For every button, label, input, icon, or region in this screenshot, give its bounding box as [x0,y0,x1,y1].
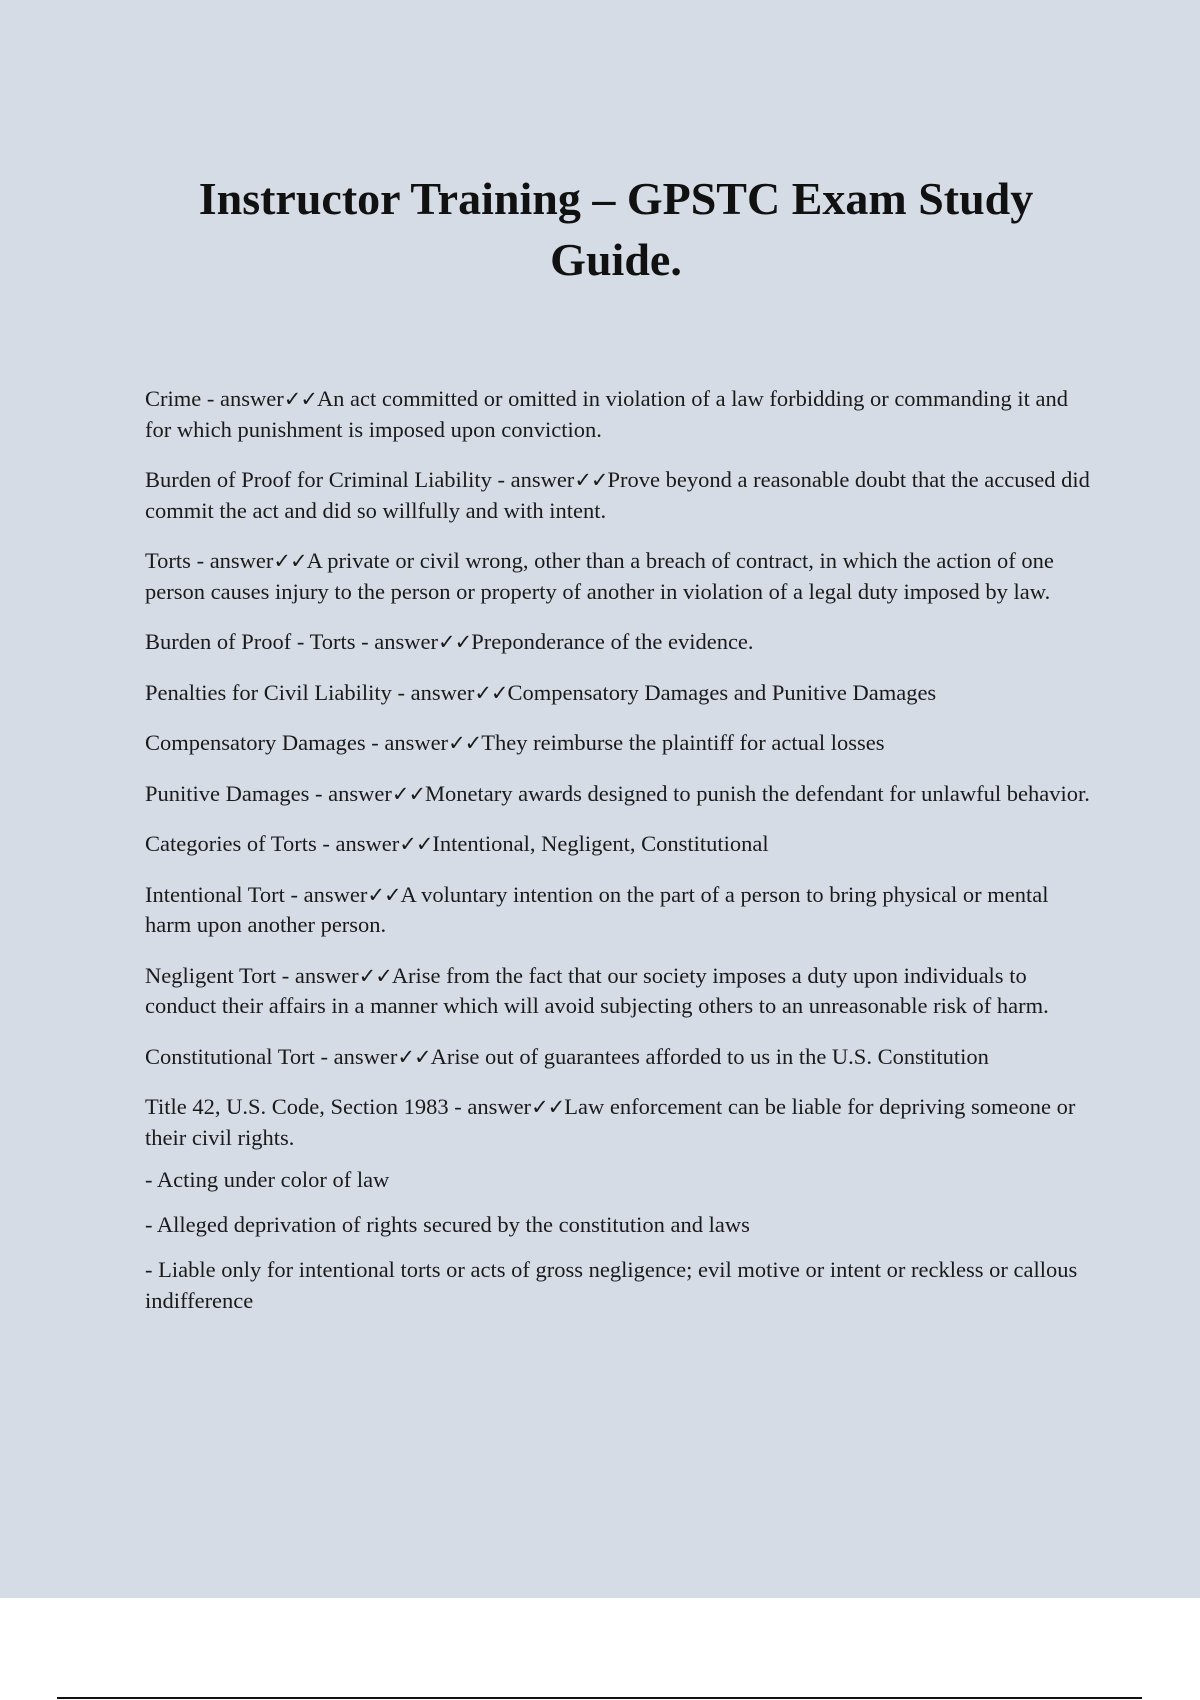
entry-definition: A private or civil wrong, other than a breach of contract, in which the action of one person causes injury to the person or property of another in violation of a legal duty imposed by law. [145,548,1054,604]
qa-entry [145,779,1095,810]
answer-label: answer [335,831,400,856]
answer-label: answer [410,679,475,705]
answer-label: answer [384,730,449,755]
entry-separator: - [448,1094,468,1119]
entry-term: Punitive Damages [145,780,310,806]
qa-entry [145,1092,1095,1153]
qa-entry [145,627,1095,658]
entry-definition: They reimburse the plaintiff for actual losses [481,730,885,755]
entry-term: Burden of Proof for Criminal Liability [145,467,492,492]
entry-definition: Arise from the fact that our society imposes a duty upon individuals to conduct their affairs in a manner which will avoid subjecting others to an unreasonable risk of harm. [145,962,1049,1018]
answer-label: answer [374,629,438,654]
double-check-icon: ✓✓ [283,387,317,411]
double-check-icon: ✓✓ [391,781,426,806]
entry-definition: Arise out of guarantees afforded to us in the U.S. Constitution [430,1043,989,1069]
entry-term: Torts [145,548,191,573]
qa-entry [145,678,1095,709]
entry-definition: Monetary awards designed to punish the defendant for unlawful behavior. [425,780,1090,806]
qa-entry [145,546,1095,607]
entry-separator: - [201,386,220,411]
double-check-icon: ✓✓ [358,963,392,988]
bullet-item: - Liable only for intentional torts or acts of gross negligence; evil motive or intent or reckless or callous indifference [145,1257,1078,1313]
qa-entry [145,961,1095,1022]
double-check-icon: ✓✓ [273,549,307,573]
entry-definition: A voluntary intention on the part of a person to bring physical or mental harm upon another person. [145,881,1049,937]
entry-term: Burden of Proof - Torts [145,629,356,654]
answer-label: answer [220,386,284,411]
qa-entry [145,880,1095,941]
qa-entry [145,384,1095,445]
entry-term: Negligent Tort [145,962,277,988]
entry-separator: - [190,548,210,573]
double-check-icon: ✓✓ [437,630,472,654]
qa-entry [145,465,1095,526]
double-check-icon: ✓✓ [397,1044,431,1069]
answer-label: answer [294,962,359,988]
entry-separator: - [365,730,385,755]
answer-label: answer [328,780,392,806]
entry-term: Compensatory Damages [145,730,366,755]
entry-separator: - [284,881,304,907]
entry-separator: - [314,1043,334,1069]
entry-definition: Intentional, Negligent, Constitutional [432,831,769,856]
double-check-icon: ✓✓ [531,1095,565,1119]
double-check-icon: ✓✓ [574,468,608,492]
entry-term: Title 42, U.S. Code, Section 1983 [145,1094,449,1119]
entry-definition: Law enforcement can be liable for depriving someone or their civil rights. [145,1094,1076,1150]
document-title: Instructor Training – GPSTC Exam Study Guide. [198,173,1034,285]
study-guide-content [145,384,1095,1331]
qa-entry [145,728,1095,759]
entry-separator: - [276,962,295,988]
entry-separator: - [391,679,411,705]
entry-definition: Compensatory Damages and Punitive Damages [507,679,937,705]
entry-term: Penalties for Civil Liability [145,679,392,705]
qa-entry [145,1042,1095,1073]
answer-label: answer [209,548,274,573]
double-check-icon: ✓✓ [448,731,482,755]
entry-separator: - [491,467,511,492]
entry-term: Crime [145,386,202,411]
entry-term: Intentional Tort [145,881,285,907]
answer-label: answer [467,1094,532,1119]
entry-separator: - [355,629,375,654]
entry-definition: Prove beyond a reasonable doubt that the accused did commit the act and did so willfully and with intent. [145,467,1090,523]
footer-divider [57,1697,1142,1699]
entry-term: Categories of Torts [145,831,317,856]
entry-separator: - [309,780,329,806]
bullet-item: - Alleged deprivation of rights secured by the constitution and laws [145,1212,750,1237]
answer-label: answer [333,1043,398,1069]
qa-entry [145,829,1095,860]
entry-definition: An act committed or omitted in violation of a law forbidding or commanding it and for which punishment is imposed upon conviction. [145,386,1069,442]
entry-term: Constitutional Tort [145,1043,315,1069]
answer-label: answer [303,881,368,907]
answer-label: answer [510,467,575,492]
double-check-icon: ✓✓ [474,680,508,705]
entry-separator: - [316,831,336,856]
double-check-icon: ✓✓ [367,882,401,907]
bullet-item: - Acting under color of law [145,1167,390,1192]
double-check-icon: ✓✓ [399,832,433,856]
entry-definition: Preponderance of the evidence. [471,629,754,654]
